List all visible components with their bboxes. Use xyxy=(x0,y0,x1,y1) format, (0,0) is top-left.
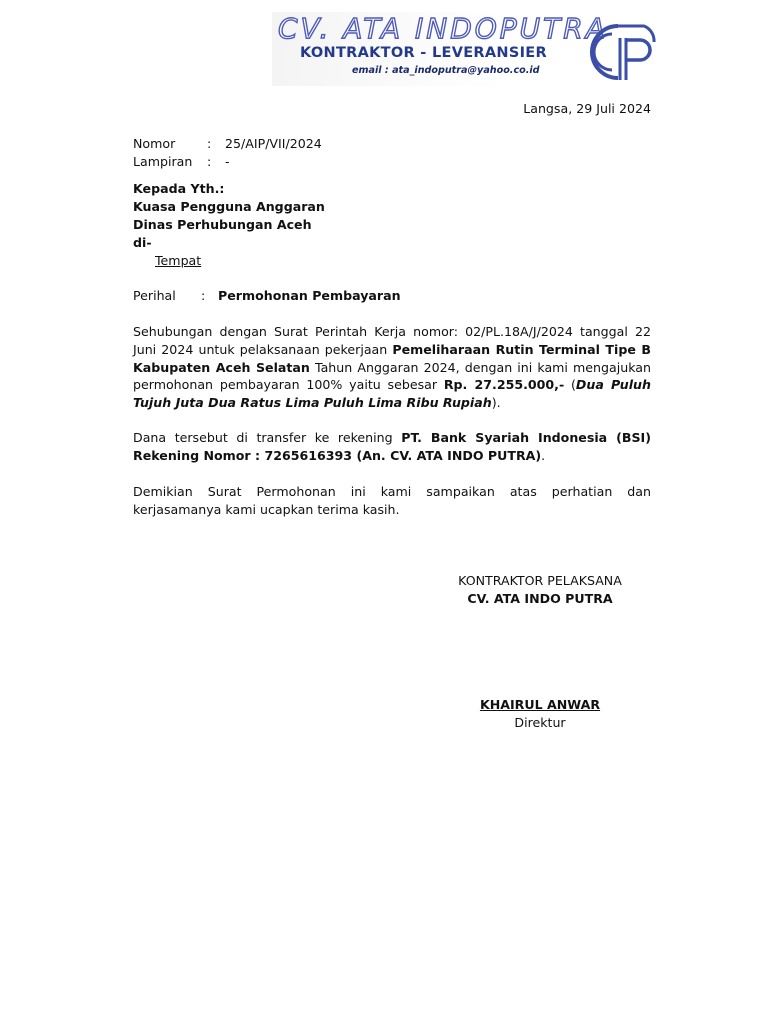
letterhead-company-name: CV. ATA INDOPUTRA xyxy=(278,12,608,45)
p2-text-c: . xyxy=(541,447,546,463)
body-paragraph-1 xyxy=(133,323,651,412)
p1-text-a: Sehubungan dengan Surat Perintah Kerja nomor: 02/PL.18A/J/2024 tanggal 22 Juni 2024 untuk pelaksanaan pekerjaan xyxy=(133,324,651,357)
nomor-separator: : xyxy=(207,136,212,151)
letterhead-subtitle: KONTRAKTOR - LEVERANSIER xyxy=(300,45,547,61)
p1-text-c: Tahun Anggaran 2024, dengan ini kami mengajukan permohonan pembayaran 100% yaitu sebesar xyxy=(133,359,651,393)
p1-project-name: Pemeliharaan Rutin Terminal Tipe B Kabupaten Aceh Selatan xyxy=(133,341,651,375)
recipient-greeting: Kepada Yth.: xyxy=(133,181,225,196)
signature-role: KONTRAKTOR PELAKSANA xyxy=(458,573,622,588)
body-paragraph-2 xyxy=(133,429,651,465)
perihal-label: Perihal xyxy=(133,288,176,303)
signature-company: CV. ATA INDO PUTRA xyxy=(467,591,613,606)
p2-text-a: Dana tersebut di transfer ke rekening xyxy=(133,430,402,445)
perihal-separator: : xyxy=(201,288,206,303)
lampiran-label: Lampiran xyxy=(133,154,193,169)
lampiran-separator: : xyxy=(207,154,212,169)
signature-title: Direktur xyxy=(514,715,566,730)
p1-text-e: ( xyxy=(564,377,576,393)
recipient-di: di- xyxy=(133,235,152,250)
lampiran-value: - xyxy=(225,154,230,169)
p2-bank-account: PT. Bank Syariah Indonesia (BSI) Rekening Nomor : 7265616393 (An. CV. ATA INDO PUTRA) xyxy=(133,430,651,463)
nomor-value: 25/AIP/VII/2024 xyxy=(225,136,322,151)
nomor-label: Nomor xyxy=(133,136,176,151)
letter-date: Langsa, 29 Juli 2024 xyxy=(523,101,651,116)
p1-amount: Rp. 27.255.000,- xyxy=(443,377,565,393)
recipient-agency: Dinas Perhubungan Aceh xyxy=(133,217,312,232)
recipient-place: Tempat xyxy=(155,253,202,268)
body-paragraph-3: Demikian Surat Permohonan ini kami sampaikan atas perhatian dan kerjasamanya kami ucapkan terima kasih. xyxy=(133,484,651,517)
p1-text-g: ). xyxy=(491,395,501,411)
perihal-value: Permohonan Pembayaran xyxy=(218,288,401,303)
signature-name: KHAIRUL ANWAR xyxy=(479,697,601,712)
recipient-position: Kuasa Pengguna Anggaran xyxy=(133,199,325,214)
letterhead xyxy=(272,12,656,86)
p1-amount-words: Dua Puluh Tujuh Juta Dua Ratus Lima Puluh Lima Ribu Rupiah xyxy=(133,377,651,411)
letterhead-email: email : ata_indoputra@yahoo.co.id xyxy=(352,65,540,76)
company-logo-icon xyxy=(578,20,658,82)
